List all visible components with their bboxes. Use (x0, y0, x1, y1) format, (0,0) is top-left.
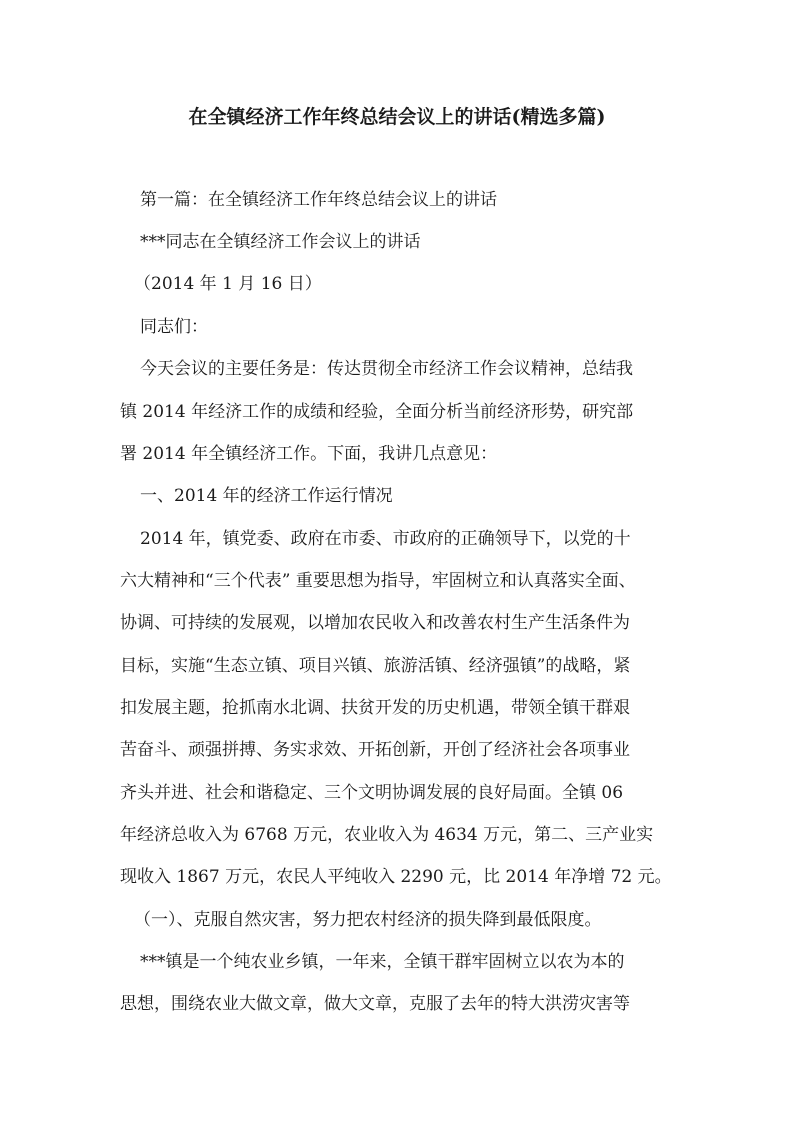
paragraph-line: （2014 年 1 月 16 日） (134, 274, 322, 294)
paragraph-line: 第一篇：在全镇经济工作年终总结会议上的讲话 (140, 190, 497, 210)
paragraph-line: （一）、克服自然灾害，努力把农村经济的损失降到最低限度。 (134, 910, 602, 930)
document-title: 在全镇经济工作年终总结会议上的讲话(精选多篇) (188, 106, 606, 128)
paragraph-line: 目标，实施“生态立镇、项目兴镇、旅游活镇、经济强镇”的战略，紧 (120, 656, 631, 676)
paragraph-line: 2014 年，镇党委、政府在市委、市政府的正确领导下，以党的十 (140, 529, 631, 549)
paragraph-line: 今天会议的主要任务是：传达贯彻全市经济工作会议精神，总结我 (140, 359, 633, 379)
paragraph-line: 一、2014 年的经济工作运行情况 (140, 486, 393, 506)
paragraph-line: 六大精神和“三个代表” 重要思想为指导，牢固树立和认真落实全面、 (120, 571, 636, 591)
paragraph-line: 思想，围绕农业大做文章，做大文章，克服了去年的特大洪涝灾害等 (120, 994, 630, 1014)
paragraph-line: ***同志在全镇经济工作会议上的讲话 (140, 232, 421, 252)
paragraph-line: 齐头并进、社会和谐稳定、三个文明协调发展的良好局面。全镇 06 (120, 783, 624, 803)
paragraph-line: 协调、可持续的发展观，以增加农民收入和改善农村生产生活条件为 (120, 613, 630, 633)
paragraph-line: 苦奋斗、顽强拼搏、务实求效、开拓创新，开创了经济社会各项事业 (120, 740, 630, 760)
paragraph-line: ***镇是一个纯农业乡镇，一年来，全镇干群牢固树立以农为本的 (140, 952, 625, 972)
paragraph-line: 署 2014 年全镇经济工作。下面，我讲几点意见： (120, 444, 498, 464)
paragraph-line: 现收入 1867 万元，农民人平纯收入 2290 元，比 2014 年净增 72 元。 (120, 867, 672, 887)
paragraph-line: 镇 2014 年经济工作的成绩和经验，全面分析当前经济形势，研究部 (120, 402, 634, 422)
paragraph-line: 扣发展主题，抢抓南水北调、扶贫开发的历史机遇，带领全镇干群艰 (120, 698, 630, 718)
paragraph-line: 年经济总收入为 6768 万元，农业收入为 4634 万元，第二、三产业实 (120, 825, 654, 845)
paragraph-line: 同志们： (140, 317, 208, 337)
